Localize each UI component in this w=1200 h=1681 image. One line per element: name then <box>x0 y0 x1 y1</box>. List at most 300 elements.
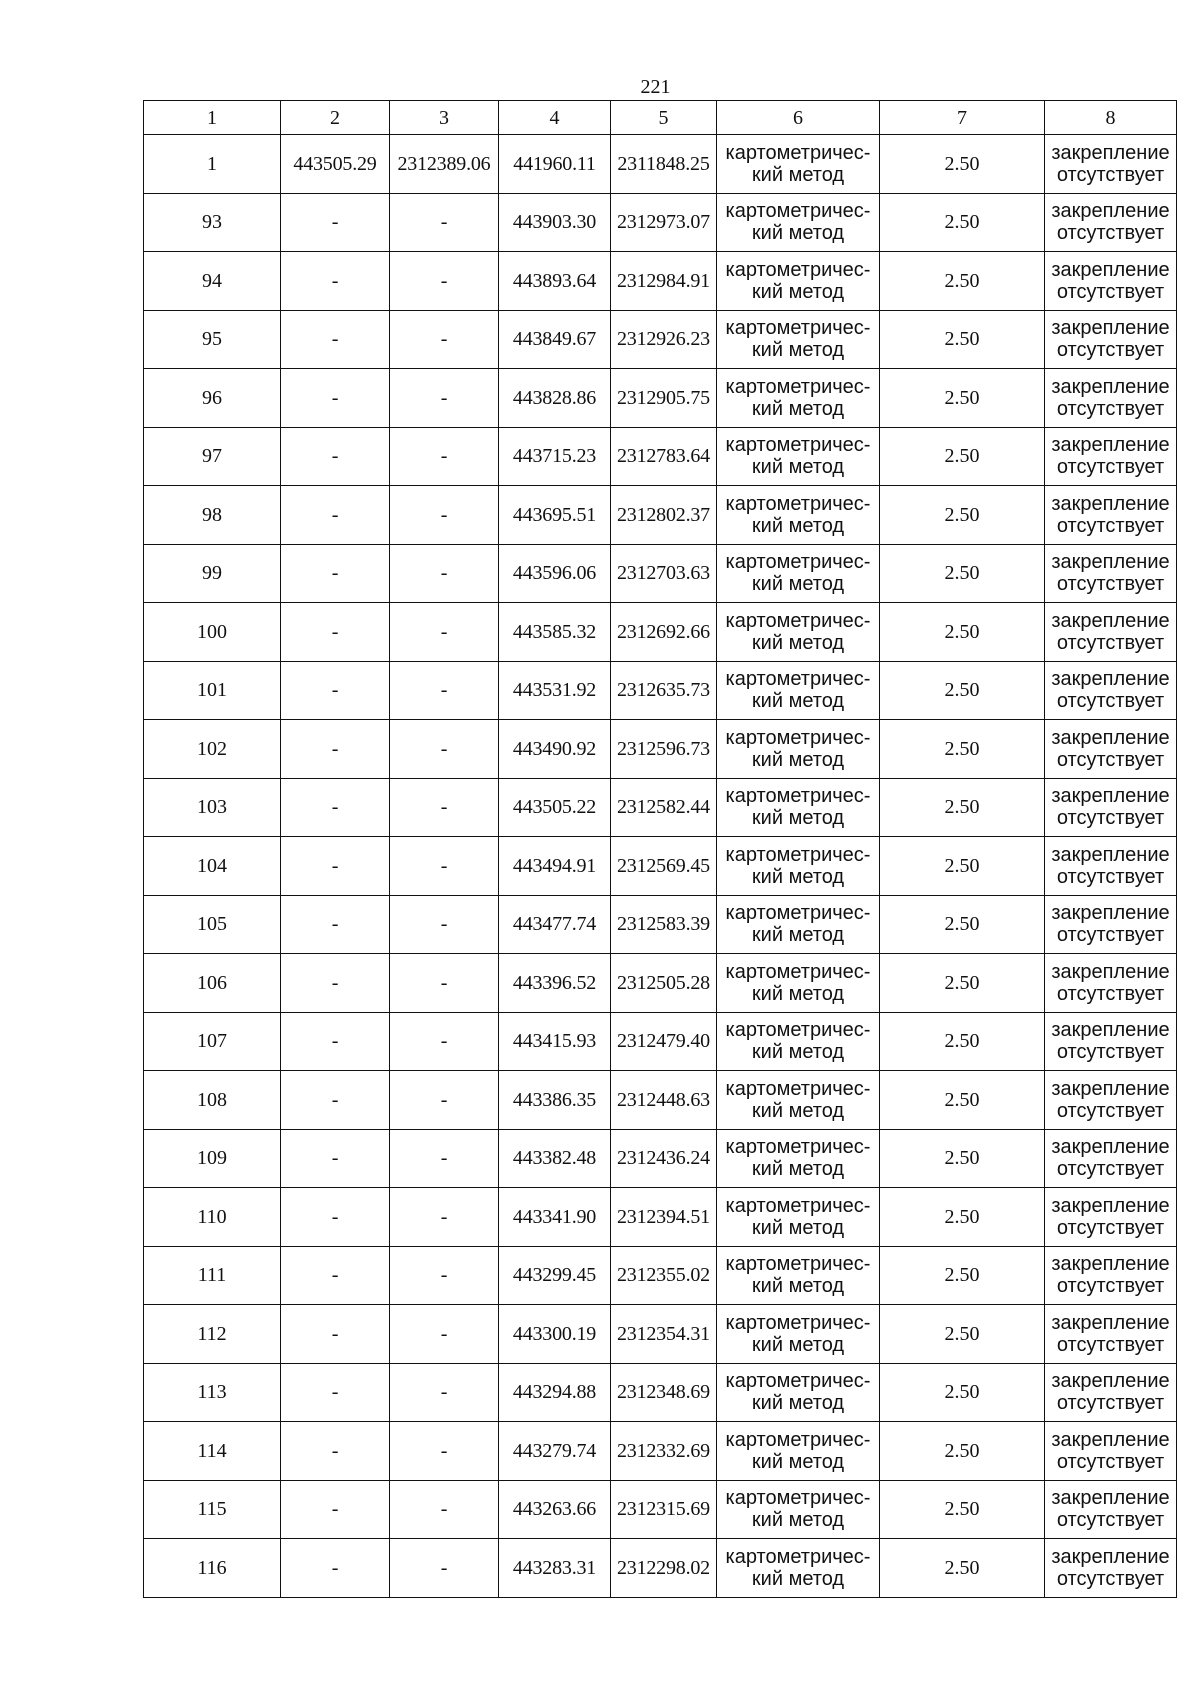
method-cell <box>717 1363 880 1422</box>
accuracy-cell: 2.50 <box>880 837 1045 896</box>
point-number-cell: 113 <box>144 1363 281 1422</box>
method-cell <box>717 135 880 194</box>
table-row <box>144 954 1177 1013</box>
new-x-cell: 443903.30 <box>499 193 611 252</box>
point-number-cell: 102 <box>144 720 281 779</box>
new-y-cell: 2312348.69 <box>611 1363 717 1422</box>
point-number-cell: 1 <box>144 135 281 194</box>
old-x-cell: - <box>281 603 390 662</box>
fixing-cell-line-2: отсутствует <box>1056 631 1165 654</box>
accuracy-cell: 2.50 <box>880 427 1045 486</box>
method-cell-line-2: кий метод <box>751 982 845 1005</box>
old-x-cell: - <box>281 1129 390 1188</box>
accuracy-cell: 2.50 <box>880 193 1045 252</box>
fixing-cell-line-1: закрепление <box>1051 434 1170 457</box>
old-x-cell: - <box>281 252 390 311</box>
new-y-cell: 2312783.64 <box>611 427 717 486</box>
fixing-cell-line-1: закрепление <box>1051 1428 1170 1451</box>
method-cell-line-2: кий метод <box>751 222 845 245</box>
fixing-cell-line-2: отсутствует <box>1056 1392 1165 1415</box>
method-cell-line-2: кий метод <box>751 1099 845 1122</box>
new-x-cell: 443531.92 <box>499 661 611 720</box>
method-cell <box>717 1539 880 1598</box>
table-row <box>144 486 1177 545</box>
new-y-cell: 2312926.23 <box>611 310 717 369</box>
table-row <box>144 1071 1177 1130</box>
fixing-cell-line-1: закрепление <box>1051 668 1170 691</box>
method-cell-line-1: картометричес- <box>725 726 871 749</box>
old-x-cell: - <box>281 193 390 252</box>
header-cell-4: 4 <box>499 101 611 135</box>
fixing-cell <box>1045 310 1177 369</box>
method-cell-line-2: кий метод <box>751 1041 845 1064</box>
point-number-cell: 109 <box>144 1129 281 1188</box>
new-x-cell: 443477.74 <box>499 895 611 954</box>
fixing-cell-line-2: отсутствует <box>1056 573 1165 596</box>
table-row <box>144 135 1177 194</box>
accuracy-cell: 2.50 <box>880 1305 1045 1364</box>
old-x-cell: - <box>281 310 390 369</box>
new-y-cell: 2312354.31 <box>611 1305 717 1364</box>
fixing-cell-line-1: закрепление <box>1051 200 1170 223</box>
old-y-cell: - <box>390 1012 499 1071</box>
fixing-cell-line-2: отсутствует <box>1056 339 1165 362</box>
fixing-cell-line-2: отсутствует <box>1056 1509 1165 1532</box>
old-y-cell: - <box>390 1246 499 1305</box>
fixing-cell-line-1: закрепление <box>1051 726 1170 749</box>
table-row <box>144 1246 1177 1305</box>
table-row <box>144 544 1177 603</box>
method-cell-line-2: кий метод <box>751 280 845 303</box>
fixing-cell <box>1045 252 1177 311</box>
fixing-cell-line-1: закрепление <box>1051 375 1170 398</box>
method-cell-line-1: картометричес- <box>725 200 871 223</box>
fixing-cell-line-1: закрепление <box>1051 1077 1170 1100</box>
table-body <box>144 101 1177 1598</box>
method-cell <box>717 1188 880 1247</box>
table-row <box>144 837 1177 896</box>
accuracy-cell: 2.50 <box>880 135 1045 194</box>
accuracy-cell: 2.50 <box>880 1422 1045 1481</box>
header-cell-5: 5 <box>611 101 717 135</box>
fixing-cell-line-1: закрепление <box>1051 609 1170 632</box>
method-cell <box>717 193 880 252</box>
method-cell-line-2: кий метод <box>751 865 845 888</box>
method-cell-line-2: кий метод <box>751 397 845 420</box>
method-cell-line-1: картометричес- <box>725 668 871 691</box>
table-row <box>144 1305 1177 1364</box>
method-cell-line-1: картометричес- <box>725 785 871 808</box>
new-y-cell: 2312984.91 <box>611 252 717 311</box>
fixing-cell-line-2: отсутствует <box>1056 1041 1165 1064</box>
page-number: 221 <box>640 76 671 98</box>
new-y-cell: 2312596.73 <box>611 720 717 779</box>
old-y-cell: - <box>390 1422 499 1481</box>
fixing-cell-line-1: закрепление <box>1051 1545 1170 1568</box>
method-cell-line-1: картометричес- <box>725 317 871 340</box>
fixing-cell-line-1: закрепление <box>1051 1194 1170 1217</box>
method-cell-line-2: кий метод <box>751 1333 845 1356</box>
coordinates-table <box>143 100 1177 1598</box>
table-row <box>144 1539 1177 1598</box>
fixing-cell <box>1045 1363 1177 1422</box>
fixing-cell-line-2: отсутствует <box>1056 1216 1165 1239</box>
method-cell-line-1: картометричес- <box>725 609 871 632</box>
new-x-cell: 443299.45 <box>499 1246 611 1305</box>
fixing-cell-line-2: отсутствует <box>1056 1275 1165 1298</box>
old-x-cell: - <box>281 661 390 720</box>
header-cell-6: 6 <box>717 101 880 135</box>
accuracy-cell: 2.50 <box>880 1012 1045 1071</box>
new-x-cell: 443283.31 <box>499 1539 611 1598</box>
fixing-cell-line-2: отсутствует <box>1056 1158 1165 1181</box>
new-x-cell: 443382.48 <box>499 1129 611 1188</box>
fixing-cell-line-2: отсутствует <box>1056 1099 1165 1122</box>
method-cell <box>717 310 880 369</box>
fixing-cell-line-1: закрепление <box>1051 1370 1170 1393</box>
new-y-cell: 2312505.28 <box>611 954 717 1013</box>
method-cell-line-1: картометричес- <box>725 141 871 164</box>
fixing-cell-line-2: отсутствует <box>1056 456 1165 479</box>
old-y-cell: - <box>390 895 499 954</box>
method-cell <box>717 954 880 1013</box>
fixing-cell <box>1045 837 1177 896</box>
method-cell-line-2: кий метод <box>751 339 845 362</box>
old-y-cell: - <box>390 1480 499 1539</box>
table-row <box>144 1422 1177 1481</box>
old-y-cell: - <box>390 1539 499 1598</box>
old-y-cell: - <box>390 1305 499 1364</box>
old-x-cell: - <box>281 1539 390 1598</box>
table-row <box>144 193 1177 252</box>
table-row <box>144 603 1177 662</box>
table-row <box>144 720 1177 779</box>
table-row <box>144 427 1177 486</box>
accuracy-cell: 2.50 <box>880 1246 1045 1305</box>
method-cell-line-1: картометричес- <box>725 1136 871 1159</box>
point-number-cell: 108 <box>144 1071 281 1130</box>
old-x-cell: - <box>281 1188 390 1247</box>
new-x-cell: 443490.92 <box>499 720 611 779</box>
method-cell-line-2: кий метод <box>751 163 845 186</box>
new-y-cell: 2312436.24 <box>611 1129 717 1188</box>
new-y-cell: 2312905.75 <box>611 369 717 428</box>
point-number-cell: 94 <box>144 252 281 311</box>
fixing-cell-line-2: отсутствует <box>1056 1333 1165 1356</box>
point-number-cell: 110 <box>144 1188 281 1247</box>
table-header-row <box>144 101 1177 135</box>
fixing-cell <box>1045 1129 1177 1188</box>
fixing-cell <box>1045 1305 1177 1364</box>
point-number-cell: 96 <box>144 369 281 428</box>
new-x-cell: 443695.51 <box>499 486 611 545</box>
method-cell <box>717 837 880 896</box>
method-cell-line-2: кий метод <box>751 690 845 713</box>
fixing-cell-line-1: закрепление <box>1051 551 1170 574</box>
method-cell-line-2: кий метод <box>751 807 845 830</box>
accuracy-cell: 2.50 <box>880 1071 1045 1130</box>
old-y-cell: - <box>390 661 499 720</box>
table-row <box>144 895 1177 954</box>
accuracy-cell: 2.50 <box>880 1188 1045 1247</box>
new-x-cell: 441960.11 <box>499 135 611 194</box>
method-cell-line-1: картометричес- <box>725 1194 871 1217</box>
point-number-cell: 107 <box>144 1012 281 1071</box>
new-x-cell: 443585.32 <box>499 603 611 662</box>
new-x-cell: 443341.90 <box>499 1188 611 1247</box>
method-cell-line-2: кий метод <box>751 573 845 596</box>
old-y-cell: - <box>390 1188 499 1247</box>
accuracy-cell: 2.50 <box>880 544 1045 603</box>
fixing-cell-line-1: закрепление <box>1051 492 1170 515</box>
method-cell-line-1: картометричес- <box>725 492 871 515</box>
method-cell-line-1: картометричес- <box>725 1311 871 1334</box>
method-cell <box>717 603 880 662</box>
old-x-cell: - <box>281 837 390 896</box>
new-y-cell: 2312315.69 <box>611 1480 717 1539</box>
fixing-cell <box>1045 1539 1177 1598</box>
old-y-cell: - <box>390 954 499 1013</box>
fixing-cell-line-2: отсутствует <box>1056 397 1165 420</box>
new-y-cell: 2312394.51 <box>611 1188 717 1247</box>
method-cell-line-2: кий метод <box>751 1275 845 1298</box>
point-number-cell: 93 <box>144 193 281 252</box>
point-number-cell: 111 <box>144 1246 281 1305</box>
old-y-cell: - <box>390 544 499 603</box>
method-cell <box>717 1129 880 1188</box>
method-cell <box>717 1422 880 1481</box>
old-x-cell: - <box>281 427 390 486</box>
method-cell-line-2: кий метод <box>751 1509 845 1532</box>
table-row <box>144 1012 1177 1071</box>
old-x-cell: 443505.29 <box>281 135 390 194</box>
point-number-cell: 112 <box>144 1305 281 1364</box>
fixing-cell <box>1045 1422 1177 1481</box>
fixing-cell <box>1045 778 1177 837</box>
method-cell-line-1: картометричес- <box>725 1370 871 1393</box>
fixing-cell-line-1: закрепление <box>1051 902 1170 925</box>
fixing-cell-line-2: отсутствует <box>1056 222 1165 245</box>
old-x-cell: - <box>281 486 390 545</box>
fixing-cell <box>1045 427 1177 486</box>
old-y-cell: - <box>390 778 499 837</box>
new-x-cell: 443396.52 <box>499 954 611 1013</box>
new-x-cell: 443893.64 <box>499 252 611 311</box>
new-x-cell: 443279.74 <box>499 1422 611 1481</box>
table-row <box>144 1480 1177 1539</box>
old-x-cell: - <box>281 369 390 428</box>
table-row <box>144 310 1177 369</box>
point-number-cell: 100 <box>144 603 281 662</box>
fixing-cell <box>1045 954 1177 1013</box>
header-cell-2: 2 <box>281 101 390 135</box>
old-x-cell: - <box>281 1480 390 1539</box>
fixing-cell <box>1045 193 1177 252</box>
old-x-cell: - <box>281 1246 390 1305</box>
method-cell-line-1: картометричес- <box>725 258 871 281</box>
fixing-cell-line-2: отсутствует <box>1056 690 1165 713</box>
method-cell-line-2: кий метод <box>751 631 845 654</box>
new-x-cell: 443596.06 <box>499 544 611 603</box>
method-cell-line-1: картометричес- <box>725 375 871 398</box>
point-number-cell: 104 <box>144 837 281 896</box>
accuracy-cell: 2.50 <box>880 486 1045 545</box>
method-cell-line-1: картометричес- <box>725 1428 871 1451</box>
method-cell-line-2: кий метод <box>751 456 845 479</box>
table-row <box>144 1363 1177 1422</box>
point-number-cell: 97 <box>144 427 281 486</box>
accuracy-cell: 2.50 <box>880 661 1045 720</box>
fixing-cell <box>1045 369 1177 428</box>
accuracy-cell: 2.50 <box>880 252 1045 311</box>
accuracy-cell: 2.50 <box>880 310 1045 369</box>
new-x-cell: 443300.19 <box>499 1305 611 1364</box>
method-cell <box>717 661 880 720</box>
old-x-cell: - <box>281 1012 390 1071</box>
method-cell-line-1: картометричес- <box>725 843 871 866</box>
new-y-cell: 2312448.63 <box>611 1071 717 1130</box>
fixing-cell-line-1: закрепление <box>1051 141 1170 164</box>
table-row <box>144 252 1177 311</box>
method-cell <box>717 895 880 954</box>
fixing-cell-line-1: закрепление <box>1051 1311 1170 1334</box>
fixing-cell <box>1045 1071 1177 1130</box>
method-cell-line-1: картометричес- <box>725 902 871 925</box>
old-x-cell: - <box>281 1071 390 1130</box>
method-cell <box>717 486 880 545</box>
fixing-cell-line-1: закрепление <box>1051 1253 1170 1276</box>
fixing-cell-line-2: отсутствует <box>1056 1567 1165 1590</box>
fixing-cell <box>1045 661 1177 720</box>
fixing-cell <box>1045 544 1177 603</box>
method-cell <box>717 252 880 311</box>
method-cell-line-2: кий метод <box>751 1158 845 1181</box>
method-cell-line-2: кий метод <box>751 1392 845 1415</box>
new-x-cell: 443294.88 <box>499 1363 611 1422</box>
fixing-cell-line-1: закрепление <box>1051 258 1170 281</box>
point-number-cell: 105 <box>144 895 281 954</box>
accuracy-cell: 2.50 <box>880 1129 1045 1188</box>
old-x-cell: - <box>281 1363 390 1422</box>
accuracy-cell: 2.50 <box>880 369 1045 428</box>
old-x-cell: - <box>281 1422 390 1481</box>
accuracy-cell: 2.50 <box>880 603 1045 662</box>
old-x-cell: - <box>281 895 390 954</box>
new-x-cell: 443415.93 <box>499 1012 611 1071</box>
new-y-cell: 2312569.45 <box>611 837 717 896</box>
accuracy-cell: 2.50 <box>880 895 1045 954</box>
fixing-cell <box>1045 486 1177 545</box>
fixing-cell-line-2: отсутствует <box>1056 982 1165 1005</box>
old-y-cell: - <box>390 837 499 896</box>
table-row <box>144 778 1177 837</box>
old-y-cell: - <box>390 427 499 486</box>
new-x-cell: 443505.22 <box>499 778 611 837</box>
method-cell-line-2: кий метод <box>751 748 845 771</box>
old-x-cell: - <box>281 1305 390 1364</box>
old-y-cell: - <box>390 720 499 779</box>
old-y-cell: - <box>390 486 499 545</box>
header-cell-3: 3 <box>390 101 499 135</box>
method-cell-line-1: картометричес- <box>725 1545 871 1568</box>
fixing-cell-line-1: закрепление <box>1051 960 1170 983</box>
point-number-cell: 116 <box>144 1539 281 1598</box>
table-row <box>144 369 1177 428</box>
method-cell-line-2: кий метод <box>751 924 845 947</box>
fixing-cell-line-2: отсутствует <box>1056 280 1165 303</box>
method-cell-line-2: кий метод <box>751 1216 845 1239</box>
point-number-cell: 99 <box>144 544 281 603</box>
fixing-cell-line-1: закрепление <box>1051 1019 1170 1042</box>
point-number-cell: 114 <box>144 1422 281 1481</box>
method-cell <box>717 720 880 779</box>
method-cell-line-2: кий метод <box>751 1450 845 1473</box>
method-cell-line-1: картометричес- <box>725 960 871 983</box>
method-cell <box>717 1246 880 1305</box>
fixing-cell <box>1045 895 1177 954</box>
new-y-cell: 2312479.40 <box>611 1012 717 1071</box>
old-y-cell: - <box>390 310 499 369</box>
new-y-cell: 2312298.02 <box>611 1539 717 1598</box>
accuracy-cell: 2.50 <box>880 1539 1045 1598</box>
method-cell-line-1: картометричес- <box>725 1077 871 1100</box>
new-y-cell: 2312582.44 <box>611 778 717 837</box>
accuracy-cell: 2.50 <box>880 720 1045 779</box>
fixing-cell-line-2: отсутствует <box>1056 514 1165 537</box>
header-cell-8: 8 <box>1045 101 1177 135</box>
old-x-cell: - <box>281 720 390 779</box>
fixing-cell <box>1045 1246 1177 1305</box>
table-row <box>144 661 1177 720</box>
method-cell-line-1: картометричес- <box>725 551 871 574</box>
new-x-cell: 443715.23 <box>499 427 611 486</box>
method-cell-line-1: картометричес- <box>725 1019 871 1042</box>
method-cell <box>717 1305 880 1364</box>
table-row <box>144 1129 1177 1188</box>
point-number-cell: 103 <box>144 778 281 837</box>
old-y-cell: - <box>390 252 499 311</box>
accuracy-cell: 2.50 <box>880 1363 1045 1422</box>
old-x-cell: - <box>281 544 390 603</box>
new-y-cell: 2312332.69 <box>611 1422 717 1481</box>
method-cell <box>717 778 880 837</box>
accuracy-cell: 2.50 <box>880 1480 1045 1539</box>
fixing-cell-line-2: отсутствует <box>1056 865 1165 888</box>
fixing-cell-line-1: закрепление <box>1051 843 1170 866</box>
method-cell-line-2: кий метод <box>751 1567 845 1590</box>
fixing-cell <box>1045 1012 1177 1071</box>
fixing-cell <box>1045 1188 1177 1247</box>
header-cell-1: 1 <box>144 101 281 135</box>
old-y-cell: - <box>390 1363 499 1422</box>
method-cell <box>717 369 880 428</box>
new-y-cell: 2312973.07 <box>611 193 717 252</box>
table-row <box>144 1188 1177 1247</box>
fixing-cell-line-2: отсутствует <box>1056 748 1165 771</box>
old-y-cell: - <box>390 603 499 662</box>
new-y-cell: 2312703.63 <box>611 544 717 603</box>
point-number-cell: 98 <box>144 486 281 545</box>
method-cell-line-1: картометричес- <box>725 1487 871 1510</box>
header-cell-7: 7 <box>880 101 1045 135</box>
old-y-cell: 2312389.06 <box>390 135 499 194</box>
point-number-cell: 115 <box>144 1480 281 1539</box>
old-y-cell: - <box>390 193 499 252</box>
new-y-cell: 2312635.73 <box>611 661 717 720</box>
fixing-cell <box>1045 1480 1177 1539</box>
new-y-cell: 2311848.25 <box>611 135 717 194</box>
point-number-cell: 106 <box>144 954 281 1013</box>
